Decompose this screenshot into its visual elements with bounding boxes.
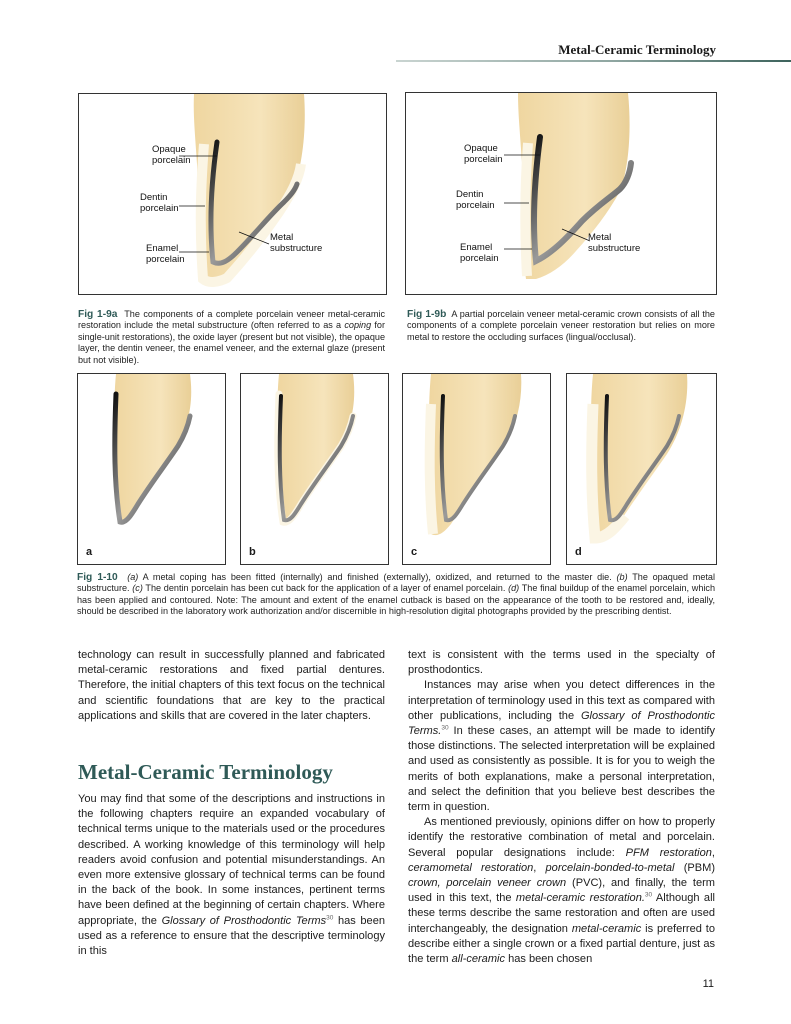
body-paragraph: You may find that some of the descriptions and instructions in the following chapters require an expanded vocabulary of technical terms unique to the materials used or the procedures described. A working knowledge of this terminology will help readers avoid confusion and potential misunderstandings. An even more extensive glossary of technical terms can be found in the back of the book. In some instances, pertinent terms have been defined at the beginning of certain chapters. Where appropriate, the Glossary of Prosthodontic Terms$^{30}$ has been used as a reference to ensure that the descriptive terminology in this [78, 793, 385, 958]
caption-fig-1-9b: Fig 1-9b A partial porcelain veneer metal-ceramic crown consists of all the components of a complete porcelain veneer restoration but relies on more metal to restore the occluding surfaces (lingual/occlusal). [407, 309, 715, 342]
label-enamel-porcelain: Enamel porcelain [460, 242, 499, 264]
body-column-right [408, 648, 715, 967]
body-paragraph: text is consistent with the terms used in the specialty of prosthodontics. [408, 649, 715, 677]
label-metal-substructure: Metal substructure [588, 232, 641, 254]
panel-label: d [575, 546, 582, 558]
label-opaque-porcelain: Opaque porcelain [152, 144, 191, 166]
label-opaque-porcelain: Opaque porcelain [464, 143, 503, 165]
panel-label: a [86, 546, 93, 558]
tooth-illustration [241, 374, 388, 564]
figure-1-9a [78, 93, 387, 295]
label-dentin-porcelain: Dentin porcelain [140, 192, 179, 214]
header-rule [396, 60, 791, 62]
tooth-cross-section-illustration [406, 93, 716, 294]
running-head: Metal-Ceramic Terminology [558, 42, 716, 57]
figure-1-10d [566, 373, 717, 565]
figure-1-9b [405, 92, 717, 295]
body-column-left [78, 648, 385, 724]
tooth-illustration [78, 374, 225, 564]
body-paragraph: Instances may arise when you detect differences in the interpretation of terminology used in this text as compared with other publications, including the Glossary of Prosthodontic Terms.$^{30}$ In these cases, an attempt will be made to identify those distinctions. The selected interpretation will be explained and used as consistently as possible. It is for you to weigh the merits of both explanations, make a personal interpretation, and select the definition that you believe best describes the term in question. [408, 679, 715, 814]
section-title: Metal-Ceramic Terminology [78, 760, 333, 784]
figure-1-10b [240, 373, 389, 565]
body-paragraph: As mentioned previously, opinions differ on how to properly identify the restorative combination of metal and porcelain. Several popular designations include: PFM restoration, ceramometal restoration, porcelain-bonded-to-metal (PBM) crown, porcelain veneer crown (PVC), and finally, the term used in this text, the metal-ceramic restoration.$^{30}$ Although all these terms describe the same restoration and often are used interchangeably, the designation metal-ceramic is preferred to describe either a single crown or a fixed partial denture, just as the term all-ceramic has been chosen [408, 816, 715, 966]
panel-label: b [249, 546, 256, 558]
body-paragraph: technology can result in successfully planned and fabricated metal-ceramic restorations and fixed partial dentures. Therefore, the initial chapters of this text focus on the technical and scientific foundations that are key to the practical applications and skills that are covered in the later chapters. [78, 649, 385, 722]
page-number: 11 [702, 978, 714, 990]
tooth-illustration [567, 374, 716, 564]
body-column-left-lower [78, 792, 385, 959]
figure-1-10c [402, 373, 551, 565]
tooth-illustration [403, 374, 550, 564]
tooth-cross-section-illustration [79, 94, 386, 294]
caption-fig-1-10: Fig 1-10 (a) A metal coping has been fitted (internally) and finished (externally), oxidized, and returned to the master die. (b) The opaqued metal substructure. (c) The dentin porcelain has been cut back for the application of a layer of enamel porcelain. (d) The final buildup of the enamel porcelain, which has been applied and contoured. Note: The amount and extent of the enamel cutback is based on the appearance of the tooth to be restored and, ideally, should be described in the laboratory work authorization and/or discernible in high-resolution digital photographs provided by the prescribing dentist. [77, 572, 716, 617]
label-metal-substructure: Metal substructure [270, 232, 323, 254]
caption-fig-1-9a: Fig 1-9a The components of a complete porcelain veneer metal-ceramic restoration include the metal substructure (often referred to as a coping for single-unit restorations), the oxide layer (present but not visible), the opaque layer, the dentin veneer, the enamel veneer, and the external glaze (present but not visible). [78, 309, 385, 365]
figure-1-10a [77, 373, 226, 565]
panel-label: c [411, 546, 418, 558]
label-dentin-porcelain: Dentin porcelain [456, 189, 495, 211]
label-enamel-porcelain: Enamel porcelain [146, 243, 185, 265]
